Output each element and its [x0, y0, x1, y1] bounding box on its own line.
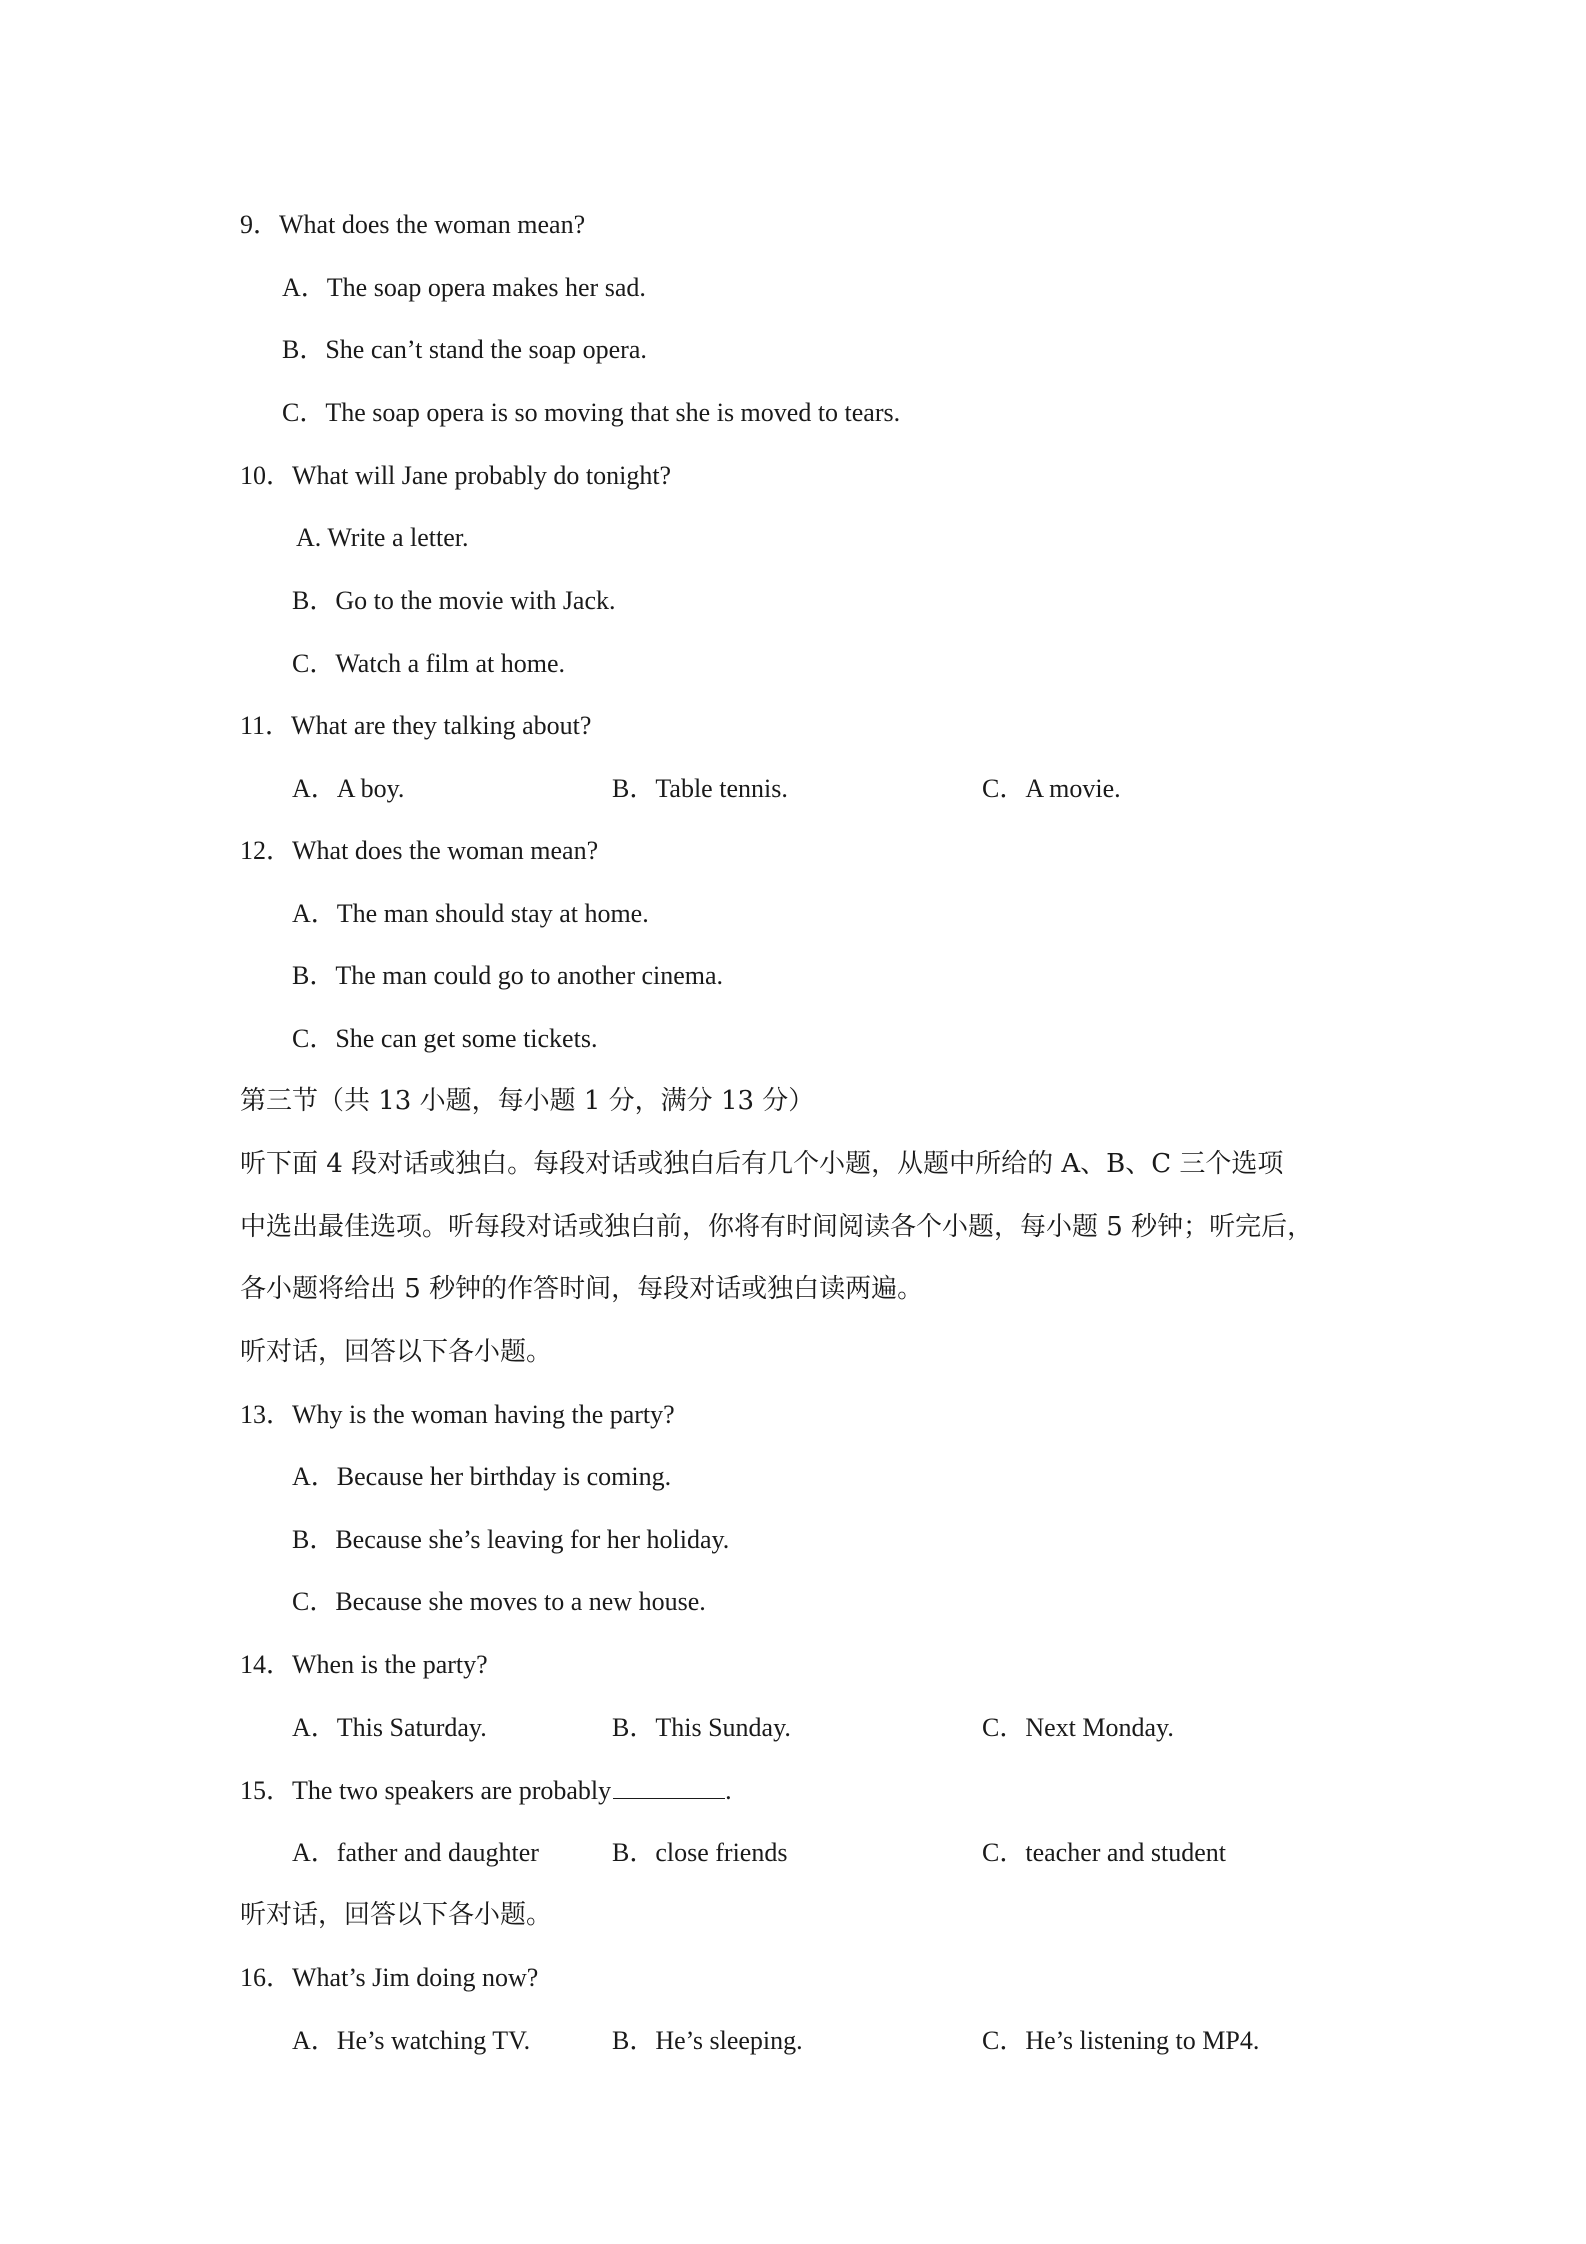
- question-text: When is the party?: [292, 1650, 488, 1679]
- option-text: Because she’s leaving for her holiday.: [335, 1525, 730, 1554]
- question-text: What does the woman mean?: [279, 210, 586, 239]
- option-10b[interactable]: [292, 585, 616, 617]
- option-9a[interactable]: [282, 272, 646, 304]
- question-text: What will Jane probably do tonight?: [292, 461, 672, 490]
- option-letter: A.: [296, 523, 328, 552]
- dialogue-prompt-2: 听对话，回答以下各小题。: [240, 1900, 553, 1930]
- option-letter: C．: [982, 2026, 1026, 2055]
- option-letter: A．: [292, 2026, 337, 2055]
- option-letter: B．: [292, 586, 336, 615]
- option-letter: C．: [982, 1713, 1026, 1742]
- option-text: Table tennis.: [655, 774, 788, 803]
- instructions-line-1: 听下面 4 段对话或独白。每段对话或独白后有几个小题，从题中所给的 A、B、C 三个选项: [240, 1149, 1284, 1179]
- answer-blank[interactable]: [613, 1774, 725, 1799]
- question-number: 9．: [240, 210, 280, 239]
- option-letter: A．: [292, 1462, 337, 1491]
- option-letter: B．: [612, 1713, 656, 1742]
- option-15b[interactable]: [612, 1837, 787, 1869]
- question-number: 16．: [240, 1963, 293, 1992]
- option-15a[interactable]: [292, 1837, 539, 1869]
- option-12c[interactable]: [292, 1023, 597, 1055]
- option-letter: A．: [292, 1838, 337, 1867]
- option-text: Go to the movie with Jack.: [335, 586, 616, 615]
- question-15: [240, 1774, 732, 1807]
- dialogue-prompt: 听对话，回答以下各小题。: [240, 1337, 553, 1367]
- option-text: The man could go to another cinema.: [335, 961, 724, 990]
- option-16b[interactable]: [612, 2025, 803, 2057]
- instructions-line-3: 各小题将给出 5 秒钟的作答时间，每段对话或独白读两遍。: [240, 1274, 924, 1304]
- option-14a[interactable]: [292, 1712, 487, 1744]
- question-number: 14．: [240, 1650, 293, 1679]
- option-letter: A．: [282, 273, 327, 302]
- question-14: [240, 1649, 488, 1681]
- option-text: Because she moves to a new house.: [335, 1587, 706, 1616]
- option-letter: C．: [282, 398, 326, 427]
- option-text: This Saturday.: [336, 1713, 487, 1742]
- option-letter: C．: [292, 1024, 336, 1053]
- question-number: 10．: [240, 461, 293, 490]
- option-14c[interactable]: [982, 1712, 1174, 1744]
- option-12a[interactable]: [292, 898, 649, 930]
- option-letter: C．: [292, 649, 336, 678]
- option-letter: B．: [292, 961, 336, 990]
- option-10a[interactable]: [296, 522, 468, 554]
- question-text: The two speakers are probably: [292, 1776, 612, 1805]
- option-text: This Sunday.: [655, 1713, 791, 1742]
- option-text: The soap opera makes her sad.: [326, 273, 646, 302]
- option-16a[interactable]: [292, 2025, 530, 2057]
- question-10: [240, 460, 671, 492]
- option-text: father and daughter: [336, 1838, 539, 1867]
- option-letter: C．: [292, 1587, 336, 1616]
- option-letter: B．: [292, 1525, 336, 1554]
- question-number: 15．: [240, 1776, 293, 1805]
- instructions-line-2: 中选出最佳选项。听每段对话或独白前，你将有时间阅读各个小题，每小题 5 秒钟；听完后，: [240, 1212, 1314, 1242]
- option-letter: B．: [282, 335, 326, 364]
- option-text: She can’t stand the soap opera.: [325, 335, 647, 364]
- option-letter: C．: [982, 774, 1026, 803]
- option-13c[interactable]: [292, 1586, 706, 1618]
- option-10c[interactable]: [292, 648, 565, 680]
- option-text: He’s sleeping.: [655, 2026, 803, 2055]
- option-text: Write a letter.: [327, 523, 469, 552]
- option-letter: B．: [612, 1838, 656, 1867]
- option-14b[interactable]: [612, 1712, 791, 1744]
- option-letter: C．: [982, 1838, 1026, 1867]
- option-12b[interactable]: [292, 960, 723, 992]
- option-text: A movie.: [1025, 774, 1121, 803]
- option-text: teacher and student: [1025, 1838, 1227, 1867]
- option-text: The man should stay at home.: [336, 899, 649, 928]
- option-text: Watch a film at home.: [335, 649, 566, 678]
- question-number: 12．: [240, 836, 293, 865]
- option-text: He’s watching TV.: [336, 2026, 531, 2055]
- question-number: 11．: [240, 711, 292, 740]
- question-text: Why is the woman having the party?: [292, 1400, 675, 1429]
- option-text: Next Monday.: [1025, 1713, 1174, 1742]
- question-16: [240, 1962, 538, 1994]
- question-11: [240, 710, 591, 742]
- option-11b[interactable]: [612, 773, 788, 805]
- option-text: A boy.: [336, 774, 405, 803]
- question-12: [240, 835, 598, 867]
- option-text: The soap opera is so moving that she is moved to tears.: [325, 398, 901, 427]
- question-text-end: .: [725, 1776, 732, 1805]
- option-letter: A．: [292, 899, 337, 928]
- option-letter: B．: [612, 774, 656, 803]
- option-letter: A．: [292, 1713, 337, 1742]
- option-letter: A．: [292, 774, 337, 803]
- question-text: What does the woman mean?: [292, 836, 599, 865]
- question-13: [240, 1399, 675, 1431]
- option-13b[interactable]: [292, 1524, 729, 1556]
- option-9c[interactable]: [282, 397, 900, 429]
- question-text: What’s Jim doing now?: [292, 1963, 539, 1992]
- option-letter: B．: [612, 2026, 656, 2055]
- section-header: 第三节（共 13 小题，每小题 1 分，满分 13 分）: [240, 1086, 815, 1116]
- question-9: [240, 209, 585, 241]
- question-text: What are they talking about?: [291, 711, 592, 740]
- question-number: 13．: [240, 1400, 293, 1429]
- option-16c[interactable]: [982, 2025, 1259, 2057]
- option-11c[interactable]: [982, 773, 1121, 805]
- option-9b[interactable]: [282, 334, 647, 366]
- option-text: Because her birthday is coming.: [336, 1462, 672, 1491]
- option-text: close friends: [655, 1838, 788, 1867]
- option-15c[interactable]: [982, 1837, 1226, 1869]
- option-text: She can get some tickets.: [335, 1024, 598, 1053]
- option-11a[interactable]: [292, 773, 404, 805]
- option-13a[interactable]: [292, 1461, 671, 1493]
- option-text: He’s listening to MP4.: [1025, 2026, 1260, 2055]
